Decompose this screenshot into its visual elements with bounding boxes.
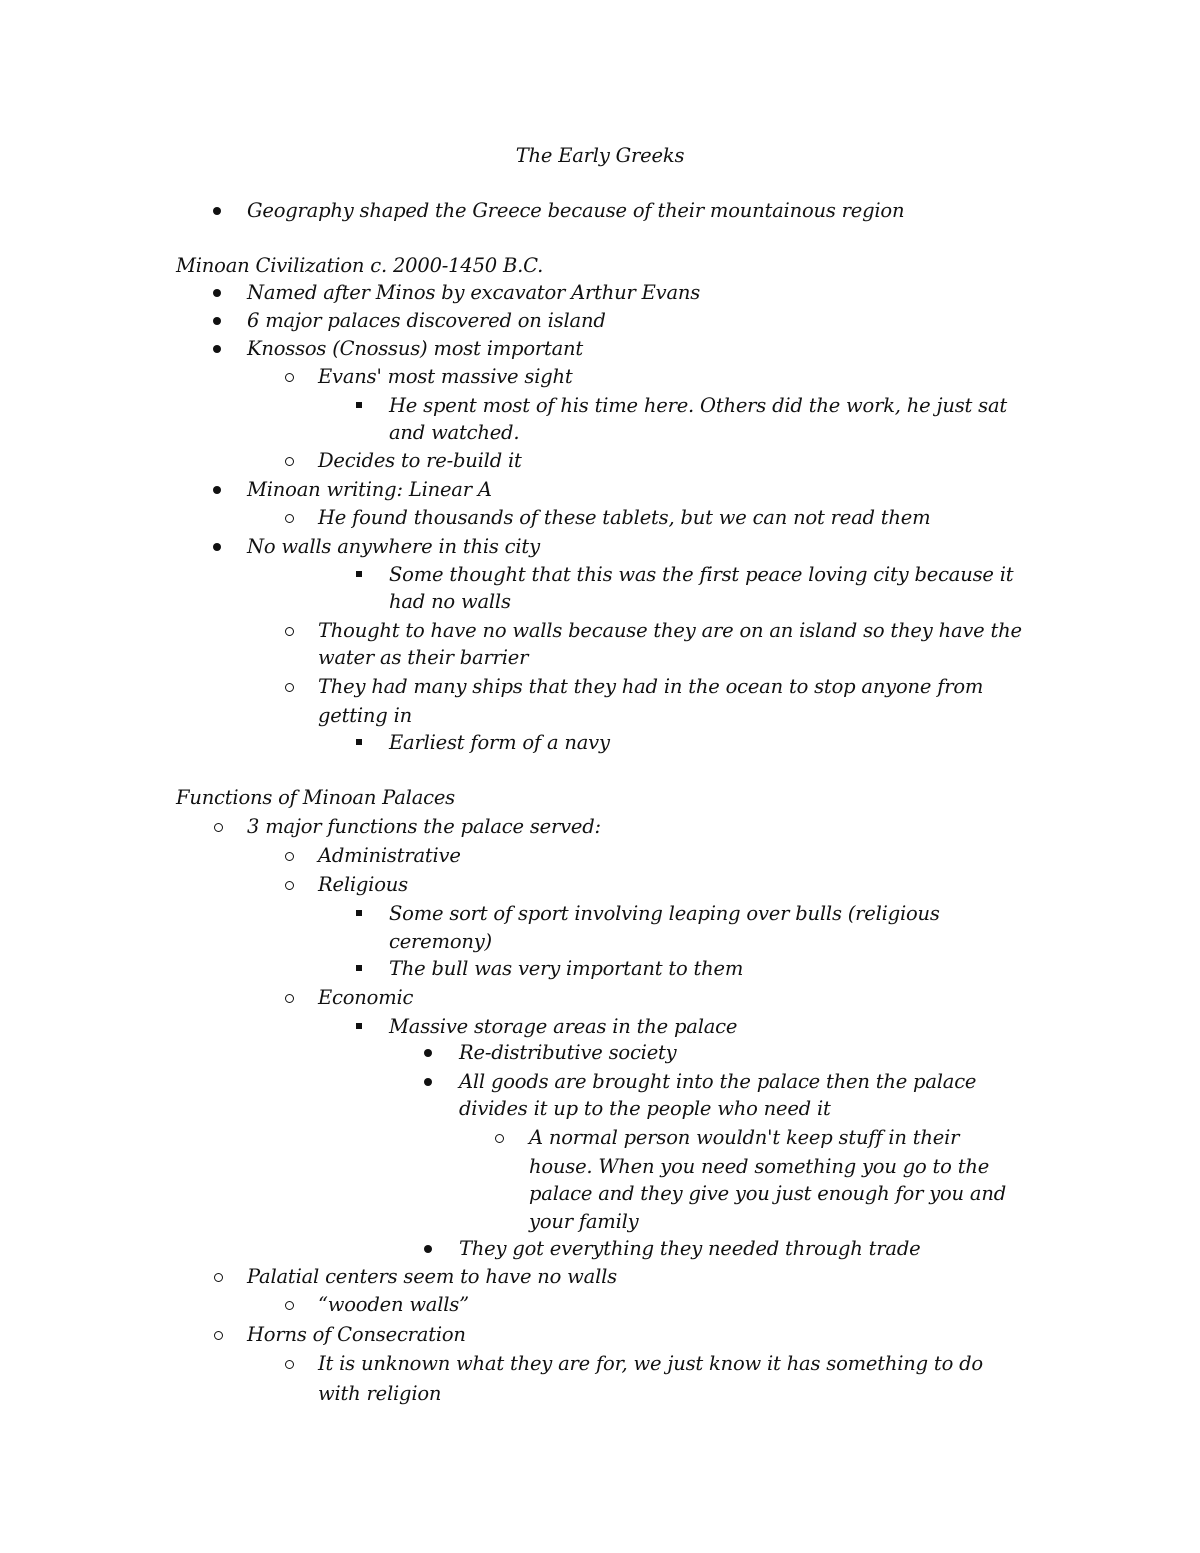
bullet-disc <box>213 345 221 353</box>
section-heading-minoan: Minoan Civilization c. 2000-1450 B.C. <box>176 254 544 277</box>
bullet-disc <box>213 543 221 551</box>
bullet-circle <box>285 457 294 466</box>
bullet-circle <box>495 1134 504 1143</box>
list-item-continuation: ceremony) <box>389 930 492 953</box>
bullet-disc <box>213 207 221 215</box>
bullet-circle <box>285 373 294 382</box>
list-item: No walls anywhere in this city <box>247 535 540 558</box>
list-item: 6 major palaces discovered on island <box>247 309 606 332</box>
list-item: Named after Minos by excavator Arthur Evans <box>247 281 701 304</box>
list-item: Economic <box>318 986 414 1009</box>
bullet-disc <box>424 1245 432 1253</box>
list-item-continuation: your family <box>529 1210 639 1233</box>
section-heading-functions: Functions of Minoan Palaces <box>176 786 455 809</box>
list-item: Knossos (Cnossus) most important <box>247 337 584 360</box>
list-item: Horns of Consecration <box>247 1323 466 1346</box>
bullet-circle <box>214 1331 223 1340</box>
bullet-disc <box>424 1078 432 1086</box>
bullet-square <box>356 571 362 577</box>
bullet-disc <box>213 486 221 494</box>
list-item: Earliest form of a navy <box>389 731 610 754</box>
bullet-circle <box>285 881 294 890</box>
page-title: The Early Greeks <box>515 144 685 167</box>
list-item: All goods are brought into the palace then the palace <box>459 1070 977 1093</box>
list-item-continuation: house. When you need something you go to the <box>529 1155 990 1178</box>
list-item: Religious <box>318 873 408 896</box>
list-item: Palatial centers seem to have no walls <box>247 1265 617 1288</box>
bullet-circle <box>285 683 294 692</box>
bullet-square <box>356 965 362 971</box>
list-item: Re-distributive society <box>459 1041 677 1064</box>
bullet-circle <box>214 1273 223 1282</box>
bullet-circle <box>285 852 294 861</box>
list-item: Some sort of sport involving leaping over bulls (religious <box>389 902 940 925</box>
list-item-continuation: with religion <box>318 1382 442 1405</box>
list-item-continuation: getting in <box>318 704 412 727</box>
list-item: Administrative <box>318 844 461 867</box>
bullet-circle <box>285 627 294 636</box>
bullet-disc <box>424 1049 432 1057</box>
list-item-continuation: and watched. <box>389 421 520 444</box>
bullet-square <box>356 402 362 408</box>
bullet-disc <box>213 317 221 325</box>
bullet-circle <box>285 1360 294 1369</box>
list-item: A normal person wouldn't keep stuff in their <box>529 1126 960 1149</box>
list-item: Massive storage areas in the palace <box>389 1015 738 1038</box>
list-item: He spent most of his time here. Others did the work, he just sat <box>389 394 1008 417</box>
bullet-square <box>356 739 362 745</box>
bullet-circle <box>285 994 294 1003</box>
list-item: They had many ships that they had in the ocean to stop anyone from <box>318 675 984 698</box>
list-item: Thought to have no walls because they are on an island so they have the <box>318 619 1022 642</box>
list-item-continuation: water as their barrier <box>318 646 529 669</box>
list-item: Decides to re-build it <box>318 449 522 472</box>
list-item: “wooden walls” <box>318 1293 469 1316</box>
list-item: 3 major functions the palace served: <box>247 815 601 838</box>
bullet-square <box>356 1023 362 1029</box>
list-item: It is unknown what they are for, we just know it has something to do <box>318 1352 983 1375</box>
bullet-circle <box>214 823 223 832</box>
list-item: The bull was very important to them <box>389 957 744 980</box>
list-item: He found thousands of these tablets, but we can not read them <box>318 506 931 529</box>
bullet-circle <box>285 1301 294 1310</box>
list-item-continuation: palace and they give you just enough for you and <box>529 1182 1006 1205</box>
bullet-square <box>356 910 362 916</box>
bullet-disc <box>213 289 221 297</box>
list-item-continuation: had no walls <box>389 590 511 613</box>
list-item-continuation: divides it up to the people who need it <box>459 1097 831 1120</box>
list-item: Minoan writing: Linear A <box>247 478 492 501</box>
list-item: Some thought that this was the first peace loving city because it <box>389 563 1014 586</box>
list-item: Evans' most massive sight <box>318 365 573 388</box>
list-item: They got everything they needed through trade <box>459 1237 921 1260</box>
list-item: Geography shaped the Greece because of their mountainous region <box>247 199 905 222</box>
bullet-circle <box>285 514 294 523</box>
